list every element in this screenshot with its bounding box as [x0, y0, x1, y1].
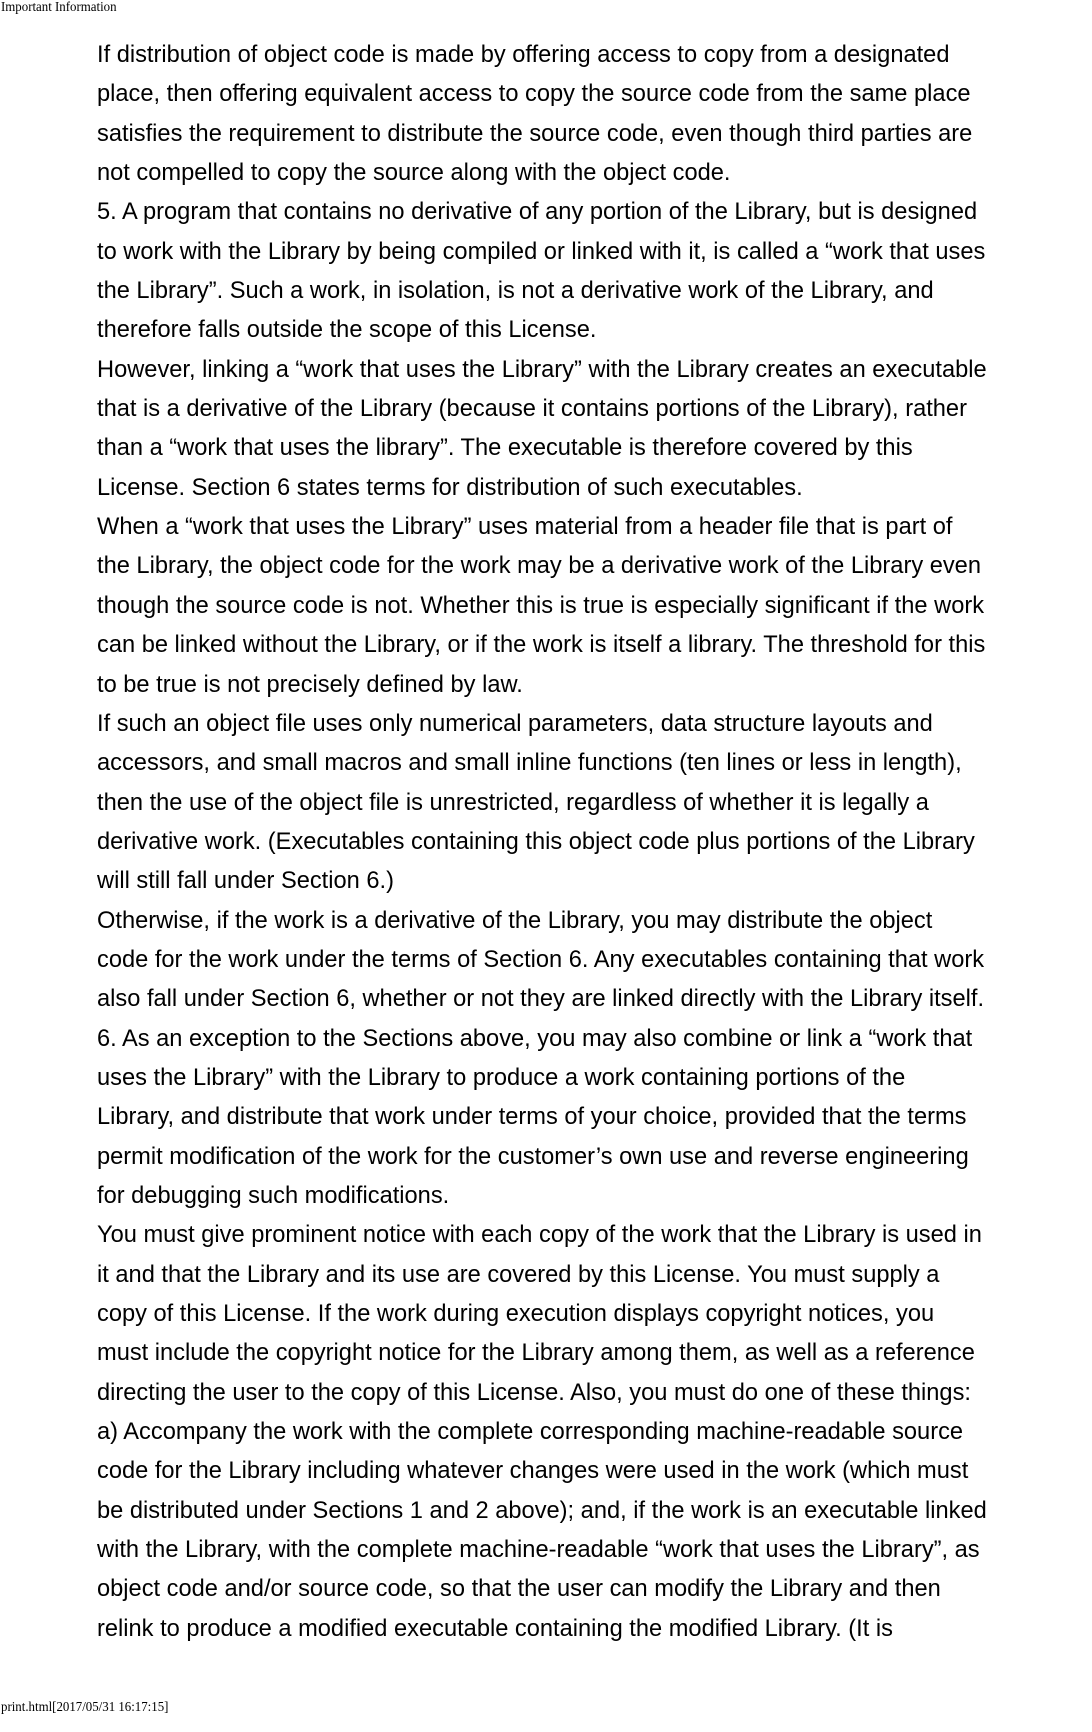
text-line: the Library”. Such a work, in isolation, is not a derivative work of the Library, and: [97, 277, 934, 305]
text-line: code for the work under the terms of Section 6. Any executables containing that work: [97, 945, 985, 973]
text-line: You must give prominent notice with each copy of the work that the Library is used in: [97, 1221, 982, 1249]
text-line: satisfies the requirement to distribute the source code, even though third parties are: [97, 119, 973, 147]
text-line: When a “work that uses the Library” uses material from a header file that is part of: [97, 513, 953, 541]
document-body: [97, 35, 1087, 1648]
text-line: object code and/or source code, so that the user can modify the Library and then: [97, 1575, 941, 1603]
text-line: though the source code is not. Whether this is true is especially significant if the work: [97, 591, 985, 619]
text-line: 6. As an exception to the Sections above, you may also combine or link a “work that: [97, 1024, 973, 1052]
text-line: relink to produce a modified executable containing the modified Library. (It is: [97, 1614, 893, 1642]
paragraph: [97, 192, 1087, 349]
text-line: it and that the Library and its use are covered by this License. You must supply a: [97, 1260, 940, 1288]
text-line: can be linked without the Library, or if the work is itself a library. The threshold for this: [97, 631, 986, 659]
text-line: with the Library, with the complete machine-readable “work that uses the Library”, as: [97, 1536, 980, 1564]
paragraph: [97, 1412, 1087, 1648]
paragraph: [97, 1215, 1087, 1412]
text-line: 5. A program that contains no derivative of any portion of the Library, but is designed: [97, 198, 978, 226]
text-line: therefore falls outside the scope of this License.: [97, 316, 597, 344]
text-line: directing the user to the copy of this License. Also, you must do one of these things:: [97, 1378, 971, 1406]
text-line: will still fall under Section 6.): [97, 867, 394, 895]
text-line: derivative work. (Executables containing this object code plus portions of the Library: [97, 827, 975, 855]
text-line: accessors, and small macros and small inline functions (ten lines or less in length),: [97, 749, 962, 777]
paragraph: [97, 350, 1087, 507]
text-line: copy of this License. If the work during execution displays copyright notices, you: [97, 1300, 935, 1327]
page-header-title: Important Information: [1, 0, 117, 15]
text-line: be distributed under Sections 1 and 2 above); and, if the work is an executable linked: [97, 1496, 987, 1524]
text-line: then the use of the object file is unrestricted, regardless of whether it is legally a: [97, 788, 929, 816]
text-line: than a “work that uses the library”. The executable is therefore covered by this: [97, 434, 913, 462]
text-line: code for the Library including whatever changes were used in the work (which must: [97, 1457, 969, 1485]
text-line: If such an object file uses only numerical parameters, data structure layouts and: [97, 709, 933, 737]
text-line: to work with the Library by being compiled or linked with it, is called a “work that uses: [97, 237, 986, 265]
text-line: for debugging such modifications.: [97, 1181, 450, 1209]
text-line: Library, and distribute that work under terms of your choice, provided that the terms: [97, 1103, 967, 1131]
paragraph: [97, 704, 1087, 901]
text-line: a) Accompany the work with the complete corresponding machine-readable source: [97, 1418, 964, 1446]
text-line: Otherwise, if the work is a derivative of the Library, you may distribute the object: [97, 906, 933, 934]
paragraph: [97, 1019, 1087, 1216]
paragraph: [97, 35, 1087, 192]
text-line: uses the Library” with the Library to produce a work containing portions of the: [97, 1063, 906, 1091]
text-line: However, linking a “work that uses the Library” with the Library creates an executable: [97, 355, 987, 383]
text-line: that is a derivative of the Library (because it contains portions of the Library), rather: [97, 395, 967, 423]
paragraph: [97, 901, 1087, 1019]
text-line: permit modification of the work for the customer’s own use and reverse engineering: [97, 1142, 969, 1170]
text-line: the Library, the object code for the work may be a derivative work of the Library even: [97, 552, 981, 580]
text-line: place, then offering equivalent access to copy the source code from the same place: [97, 80, 971, 108]
paragraph: [97, 507, 1087, 704]
page-footer-source: print.html[2017/05/31 16:17:15]: [1, 1700, 169, 1715]
text-line: to be true is not precisely defined by law.: [97, 670, 523, 698]
text-line: must include the copyright notice for the Library among them, as well as a reference: [97, 1339, 975, 1367]
text-line: not compelled to copy the source along with the object code.: [97, 159, 731, 187]
text-line: License. Section 6 states terms for distribution of such executables.: [97, 473, 803, 501]
text-line: If distribution of object code is made by offering access to copy from a designated: [97, 41, 950, 68]
text-line: also fall under Section 6, whether or not they are linked directly with the Library itself.: [97, 985, 985, 1013]
